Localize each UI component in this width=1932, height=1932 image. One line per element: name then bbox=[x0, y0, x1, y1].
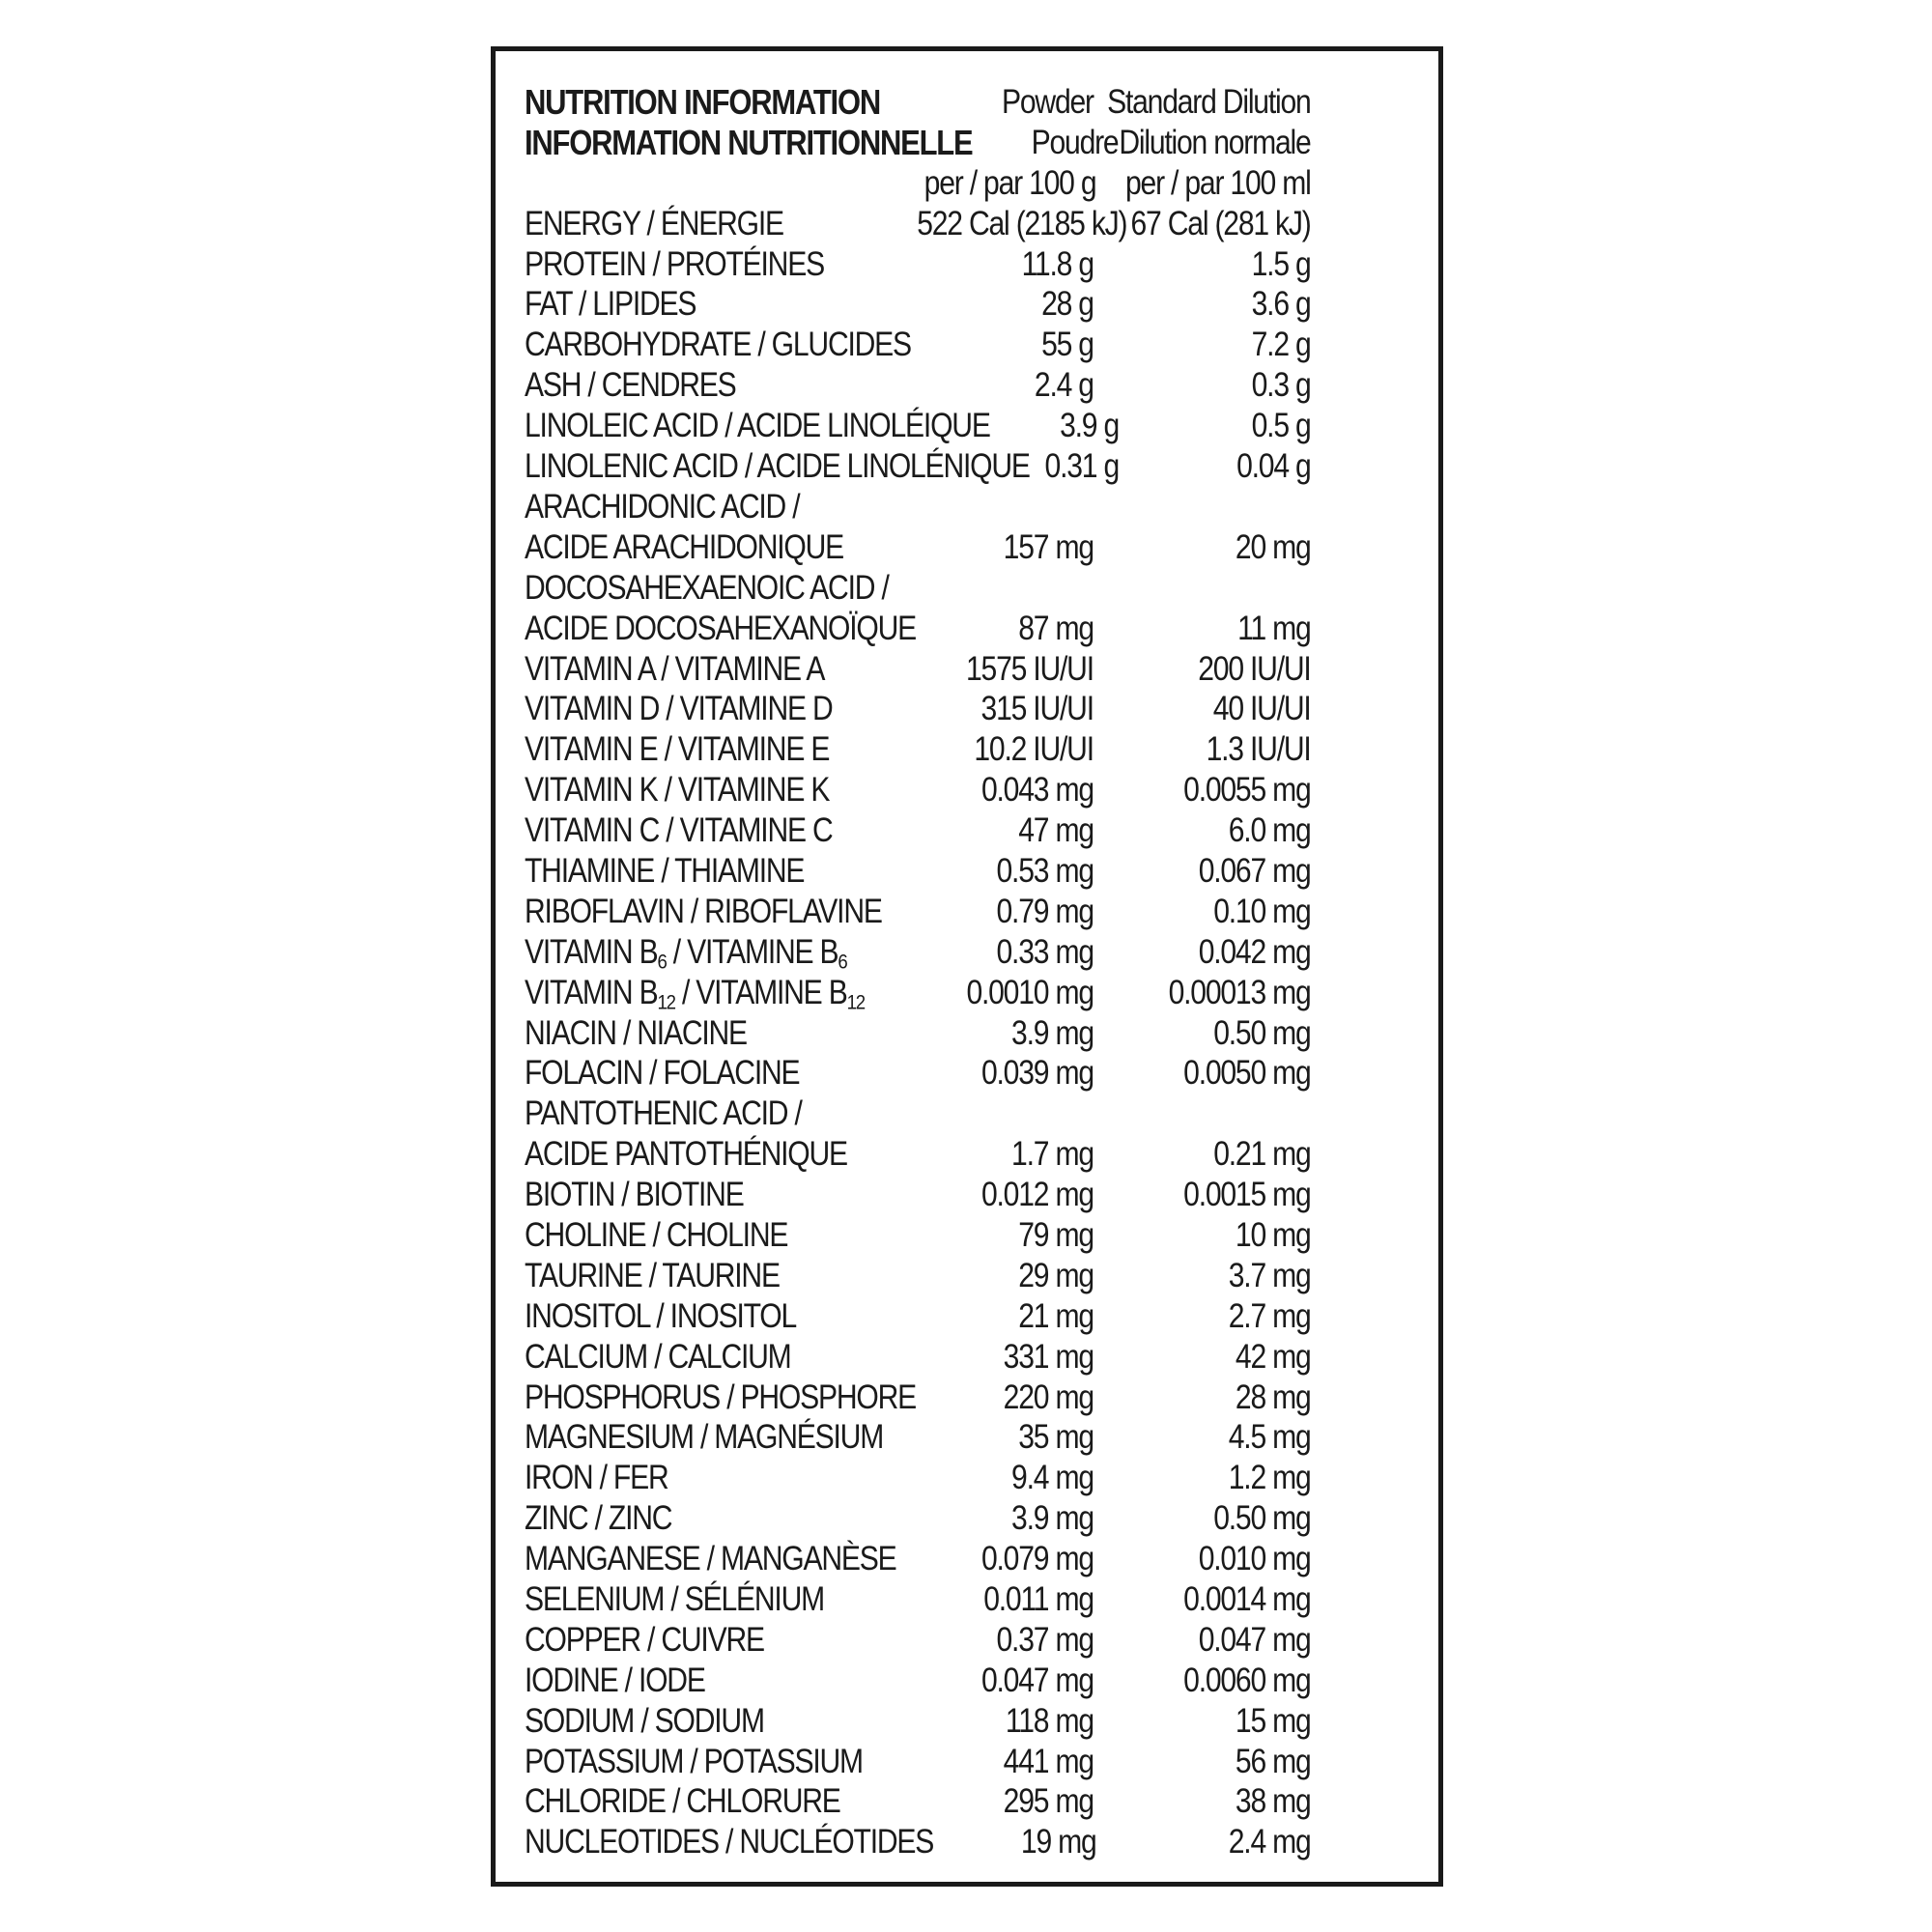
dilution-value: 0.0055 mg bbox=[1183, 771, 1311, 810]
nutrient-label-line: CHOLINE / CHOLINE bbox=[525, 1215, 788, 1254]
nutrient-label-line: CARBOHYDRATE / GLUCIDES bbox=[525, 326, 911, 364]
dilution-value: 200 IU/UI bbox=[1198, 649, 1311, 688]
nutrient-label-line: CALCIUM / CALCIUM bbox=[525, 1337, 791, 1376]
powder-value: 0.0010 mg bbox=[966, 973, 1094, 1011]
table-row bbox=[525, 1539, 1311, 1579]
nutrient-label-line: VITAMIN K / VITAMINE K bbox=[525, 771, 830, 810]
powder-value: 0.011 mg bbox=[983, 1580, 1094, 1618]
table-row bbox=[525, 810, 1311, 851]
table-row bbox=[525, 1498, 1311, 1539]
powder-unit: per / par 100 g bbox=[923, 163, 1096, 202]
nutrient-label bbox=[525, 284, 928, 325]
nutrient-label bbox=[525, 365, 928, 406]
nutrient-label bbox=[525, 810, 928, 851]
table-row bbox=[525, 973, 1311, 1013]
nutrient-label bbox=[525, 487, 928, 568]
dilution-value: 1.2 mg bbox=[1228, 1459, 1311, 1497]
powder-value: 315 IU/UI bbox=[980, 690, 1094, 728]
nutrient-label bbox=[525, 325, 928, 365]
nutrient-label bbox=[525, 204, 917, 244]
powder-value: 295 mg bbox=[1003, 1782, 1094, 1821]
nutrient-label-part: / VITAMINE B bbox=[674, 973, 847, 1011]
table-row bbox=[525, 1215, 1311, 1256]
table-row bbox=[525, 406, 1311, 446]
nutrient-label-line: THIAMINE / THIAMINE bbox=[525, 851, 805, 890]
table-row bbox=[525, 1661, 1311, 1701]
powder-value: 29 mg bbox=[1018, 1256, 1094, 1294]
dilution-unit: per / par 100 ml bbox=[1125, 163, 1311, 202]
nutrient-label-line: PANTOTHENIC ACID / bbox=[525, 1094, 802, 1133]
nutrient-label bbox=[525, 689, 928, 729]
nutrient-label-line: RIBOFLAVIN / RIBOFLAVINE bbox=[525, 892, 882, 930]
table-row bbox=[525, 365, 1311, 406]
powder-value: 157 mg bbox=[1003, 527, 1094, 566]
powder-value: 3.9 g bbox=[1060, 407, 1120, 445]
table-row bbox=[525, 729, 1311, 770]
nutrient-label bbox=[525, 1781, 928, 1822]
nutrient-label bbox=[525, 1378, 928, 1418]
dilution-value: 0.10 mg bbox=[1213, 892, 1311, 930]
dilution-value: 0.067 mg bbox=[1198, 851, 1311, 890]
nutrient-label bbox=[525, 892, 928, 932]
nutrient-label bbox=[525, 729, 928, 770]
nutrient-label-part: / VITAMINE B bbox=[666, 932, 838, 971]
powder-value: 87 mg bbox=[1018, 609, 1094, 647]
powder-value: 11.8 g bbox=[1021, 244, 1094, 283]
nutrient-label bbox=[525, 1296, 928, 1337]
nutrient-label-line: NUCLEOTIDES / NUCLÉOTIDES bbox=[525, 1823, 934, 1861]
nutrient-label bbox=[525, 649, 928, 690]
table-row bbox=[525, 649, 1311, 690]
nutrient-label-line: CHLORIDE / CHLORURE bbox=[525, 1782, 840, 1821]
nutrient-label-line: IODINE / IODE bbox=[525, 1661, 705, 1699]
powder-value: 19 mg bbox=[1020, 1823, 1096, 1861]
nutrient-label-line: MANGANESE / MANGANÈSE bbox=[525, 1540, 896, 1578]
nutrient-label-line: FOLACIN / FOLACINE bbox=[525, 1054, 800, 1093]
powder-value: 0.039 mg bbox=[980, 1054, 1094, 1093]
nutrient-label-line: LINOLENIC ACID / ACIDE LINOLÉNIQUE bbox=[525, 447, 1030, 486]
powder-value: 0.047 mg bbox=[980, 1661, 1094, 1699]
table-row bbox=[525, 244, 1311, 285]
nutrient-label-line: DOCOSAHEXAENOIC ACID / bbox=[525, 568, 889, 607]
nutrient-subscript: 12 bbox=[846, 989, 865, 1014]
powder-value: 0.043 mg bbox=[980, 771, 1094, 810]
nutrient-label-line: VITAMIN E / VITAMINE E bbox=[525, 730, 830, 769]
dilution-value: 42 mg bbox=[1235, 1337, 1311, 1376]
table-body bbox=[525, 204, 1311, 1863]
nutrient-label-line: VITAMIN C / VITAMINE C bbox=[525, 811, 833, 850]
dilution-value: 7.2 g bbox=[1251, 326, 1311, 364]
powder-value: 21 mg bbox=[1018, 1296, 1094, 1335]
table-row bbox=[525, 1013, 1311, 1054]
nutrient-label-line: ACIDE DOCOSAHEXANOÏQUE bbox=[525, 609, 917, 647]
powder-value: 0.53 mg bbox=[996, 851, 1094, 890]
dilution-value: 1.5 g bbox=[1251, 244, 1311, 283]
table-row bbox=[525, 568, 1311, 649]
powder-value: 0.79 mg bbox=[996, 892, 1094, 930]
table-row bbox=[525, 892, 1311, 932]
powder-value: 0.079 mg bbox=[980, 1540, 1094, 1578]
nutrient-label bbox=[525, 1822, 933, 1862]
nutrient-label bbox=[525, 1539, 928, 1579]
nutrient-label bbox=[525, 1175, 928, 1215]
dilution-value: 6.0 mg bbox=[1228, 811, 1311, 850]
table-row bbox=[525, 1458, 1311, 1498]
nutrient-label-line: VITAMIN A / VITAMINE A bbox=[525, 649, 825, 688]
dilution-value: 2.7 mg bbox=[1228, 1296, 1311, 1335]
table-header bbox=[525, 82, 1311, 204]
nutrient-label bbox=[525, 932, 928, 973]
nutrient-label bbox=[525, 1579, 928, 1620]
table-row bbox=[525, 1417, 1311, 1458]
nutrient-label-line: PHOSPHORUS / PHOSPHORE bbox=[525, 1378, 917, 1416]
dilution-value: 0.042 mg bbox=[1198, 932, 1311, 971]
dilution-value: 1.3 IU/UI bbox=[1206, 730, 1311, 769]
powder-value: 118 mg bbox=[1005, 1701, 1094, 1740]
dilution-value: 0.047 mg bbox=[1198, 1620, 1311, 1659]
nutrient-label-line: PROTEIN / PROTÉINES bbox=[525, 244, 824, 283]
powder-value: 0.012 mg bbox=[980, 1176, 1094, 1214]
table-row bbox=[525, 689, 1311, 729]
dilution-value: 0.50 mg bbox=[1213, 1499, 1311, 1538]
nutrient-label bbox=[525, 1053, 928, 1094]
dilution-value: 0.04 g bbox=[1236, 447, 1311, 486]
nutrient-label bbox=[525, 1094, 928, 1175]
dilution-value: 0.21 mg bbox=[1213, 1135, 1311, 1174]
dilution-value: 0.010 mg bbox=[1198, 1540, 1311, 1578]
dilution-value: 28 mg bbox=[1235, 1378, 1311, 1416]
table-row bbox=[525, 932, 1311, 973]
dilution-value: 11 mg bbox=[1237, 609, 1311, 647]
nutrient-subscript: 6 bbox=[657, 949, 667, 974]
nutrient-label-line: LINOLEIC ACID / ACIDE LINOLÉIQUE bbox=[525, 407, 990, 445]
table-row bbox=[525, 770, 1311, 810]
table-row bbox=[525, 1742, 1311, 1782]
table-row bbox=[525, 1378, 1311, 1418]
nutrient-label-line: COPPER / CUIVRE bbox=[525, 1620, 764, 1659]
powder-value: 1.7 mg bbox=[1011, 1135, 1094, 1174]
powder-value: 0.37 mg bbox=[996, 1620, 1094, 1659]
nutrition-table bbox=[525, 82, 1311, 1862]
powder-value: 28 g bbox=[1041, 285, 1094, 324]
nutrient-label-line: ASH / CENDRES bbox=[525, 366, 736, 405]
nutrient-label bbox=[525, 770, 928, 810]
table-row bbox=[525, 1701, 1311, 1742]
powder-value: 441 mg bbox=[1003, 1742, 1094, 1780]
powder-heading: Powder bbox=[1002, 83, 1094, 121]
nutrient-label-line: ARACHIDONIC ACID / bbox=[525, 487, 800, 526]
powder-value: 220 mg bbox=[1003, 1378, 1094, 1416]
table-row bbox=[525, 1094, 1311, 1175]
dilution-value: 0.00013 mg bbox=[1168, 973, 1311, 1011]
nutrient-label-line: ENERGY / ÉNERGIE bbox=[525, 204, 783, 242]
table-row bbox=[525, 1175, 1311, 1215]
nutrient-label-line: IRON / FER bbox=[525, 1459, 668, 1497]
nutrient-label bbox=[525, 1458, 928, 1498]
dilution-value: 40 IU/UI bbox=[1212, 690, 1311, 728]
nutrient-label-line: TAURINE / TAURINE bbox=[525, 1256, 780, 1294]
nutrient-label bbox=[525, 1620, 928, 1661]
nutrient-label bbox=[525, 568, 928, 649]
powder-value: 47 mg bbox=[1018, 811, 1094, 850]
powder-value: 331 mg bbox=[1003, 1337, 1094, 1376]
dilution-value: 4.5 mg bbox=[1228, 1418, 1311, 1457]
table-row bbox=[525, 284, 1311, 325]
powder-value: 522 Cal (2185 kJ) bbox=[917, 204, 1127, 242]
nutrient-label-line: ZINC / ZINC bbox=[525, 1499, 672, 1538]
dilution-value: 15 mg bbox=[1235, 1701, 1311, 1740]
nutrient-label-part: VITAMIN B bbox=[525, 973, 658, 1011]
dilution-value: 0.0015 mg bbox=[1183, 1176, 1311, 1214]
nutrient-subscript: 6 bbox=[838, 949, 847, 974]
nutrient-label bbox=[525, 1417, 928, 1458]
nutrient-label bbox=[525, 244, 928, 285]
table-row bbox=[525, 204, 1311, 244]
header-row-3 bbox=[525, 163, 1311, 204]
title-french: INFORMATION NUTRITIONNELLE bbox=[525, 122, 973, 162]
dilution-value: 38 mg bbox=[1235, 1782, 1311, 1821]
table-row bbox=[525, 1822, 1311, 1862]
nutrient-label bbox=[525, 1701, 928, 1742]
dilution-value: 0.3 g bbox=[1251, 366, 1311, 405]
powder-value: 79 mg bbox=[1018, 1215, 1094, 1254]
table-row bbox=[525, 325, 1311, 365]
title-english: NUTRITION INFORMATION bbox=[525, 82, 880, 122]
nutrient-label bbox=[525, 1013, 928, 1054]
dilution-value: 0.0060 mg bbox=[1183, 1661, 1311, 1699]
nutrient-label bbox=[525, 1337, 928, 1378]
powder-heading-french: Poudre bbox=[1031, 123, 1119, 161]
powder-value: 0.31 g bbox=[1044, 447, 1120, 486]
dilution-value: 0.5 g bbox=[1251, 407, 1311, 445]
table-row bbox=[525, 1296, 1311, 1337]
nutrient-label bbox=[525, 1661, 928, 1701]
dilution-heading-french: Dilution normale bbox=[1119, 123, 1311, 161]
powder-value: 10.2 IU/UI bbox=[974, 730, 1094, 769]
dilution-value: 20 mg bbox=[1235, 527, 1311, 566]
nutrient-label bbox=[525, 1256, 928, 1296]
nutrient-label bbox=[525, 406, 990, 446]
nutrient-label-line: SODIUM / SODIUM bbox=[525, 1701, 764, 1740]
powder-value: 35 mg bbox=[1018, 1418, 1094, 1457]
table-row bbox=[525, 1781, 1311, 1822]
nutrient-label bbox=[525, 851, 928, 892]
dilution-value: 3.7 mg bbox=[1228, 1256, 1311, 1294]
nutrient-label-line: BIOTIN / BIOTINE bbox=[525, 1176, 744, 1214]
nutrient-label-line: ACIDE ARACHIDONIQUE bbox=[525, 527, 844, 566]
powder-value: 2.4 g bbox=[1034, 366, 1094, 405]
dilution-value: 0.0050 mg bbox=[1183, 1054, 1311, 1093]
nutrient-label bbox=[525, 1742, 928, 1782]
nutrient-label-line: NIACIN / NIACINE bbox=[525, 1013, 747, 1052]
table-row bbox=[525, 446, 1311, 487]
nutrient-label-line: FAT / LIPIDES bbox=[525, 285, 696, 324]
header-row-2 bbox=[525, 123, 1311, 163]
dilution-value: 10 mg bbox=[1235, 1215, 1311, 1254]
table-row bbox=[525, 1053, 1311, 1094]
dilution-value: 3.6 g bbox=[1251, 285, 1311, 324]
powder-value: 3.9 mg bbox=[1011, 1013, 1094, 1052]
powder-value: 9.4 mg bbox=[1011, 1459, 1094, 1497]
powder-value: 3.9 mg bbox=[1011, 1499, 1094, 1538]
nutrient-label-line: POTASSIUM / POTASSIUM bbox=[525, 1742, 863, 1780]
powder-value: 0.33 mg bbox=[996, 932, 1094, 971]
nutrient-label-line: VITAMIN D / VITAMINE D bbox=[525, 690, 833, 728]
dilution-heading: Standard Dilution bbox=[1107, 83, 1311, 121]
dilution-value: 56 mg bbox=[1235, 1742, 1311, 1780]
nutrient-label bbox=[525, 1215, 928, 1256]
powder-value: 55 g bbox=[1041, 326, 1094, 364]
nutrient-label bbox=[525, 446, 1030, 487]
table-row bbox=[525, 1256, 1311, 1296]
table-row bbox=[525, 1337, 1311, 1378]
header-row-1 bbox=[525, 82, 1311, 123]
dilution-value: 0.0014 mg bbox=[1183, 1580, 1311, 1618]
nutrient-label-line: ACIDE PANTOTHÉNIQUE bbox=[525, 1135, 847, 1174]
nutrient-subscript: 12 bbox=[657, 989, 675, 1014]
nutrient-label-line: MAGNESIUM / MAGNÉSIUM bbox=[525, 1418, 884, 1457]
nutrient-label bbox=[525, 1498, 928, 1539]
table-row bbox=[525, 1579, 1311, 1620]
table-row bbox=[525, 487, 1311, 568]
nutrient-label-line: SELENIUM / SÉLÉNIUM bbox=[525, 1580, 824, 1618]
nutrient-label-part: VITAMIN B bbox=[525, 932, 658, 971]
table-row bbox=[525, 1620, 1311, 1661]
table-row bbox=[525, 851, 1311, 892]
nutrition-panel bbox=[491, 46, 1443, 1887]
dilution-value: 2.4 mg bbox=[1228, 1823, 1311, 1861]
nutrient-label-line: INOSITOL / INOSITOL bbox=[525, 1296, 796, 1335]
dilution-value: 0.50 mg bbox=[1213, 1013, 1311, 1052]
dilution-value: 67 Cal (281 kJ) bbox=[1130, 204, 1311, 242]
nutrient-label bbox=[525, 973, 928, 1013]
powder-value: 1575 IU/UI bbox=[966, 649, 1094, 688]
